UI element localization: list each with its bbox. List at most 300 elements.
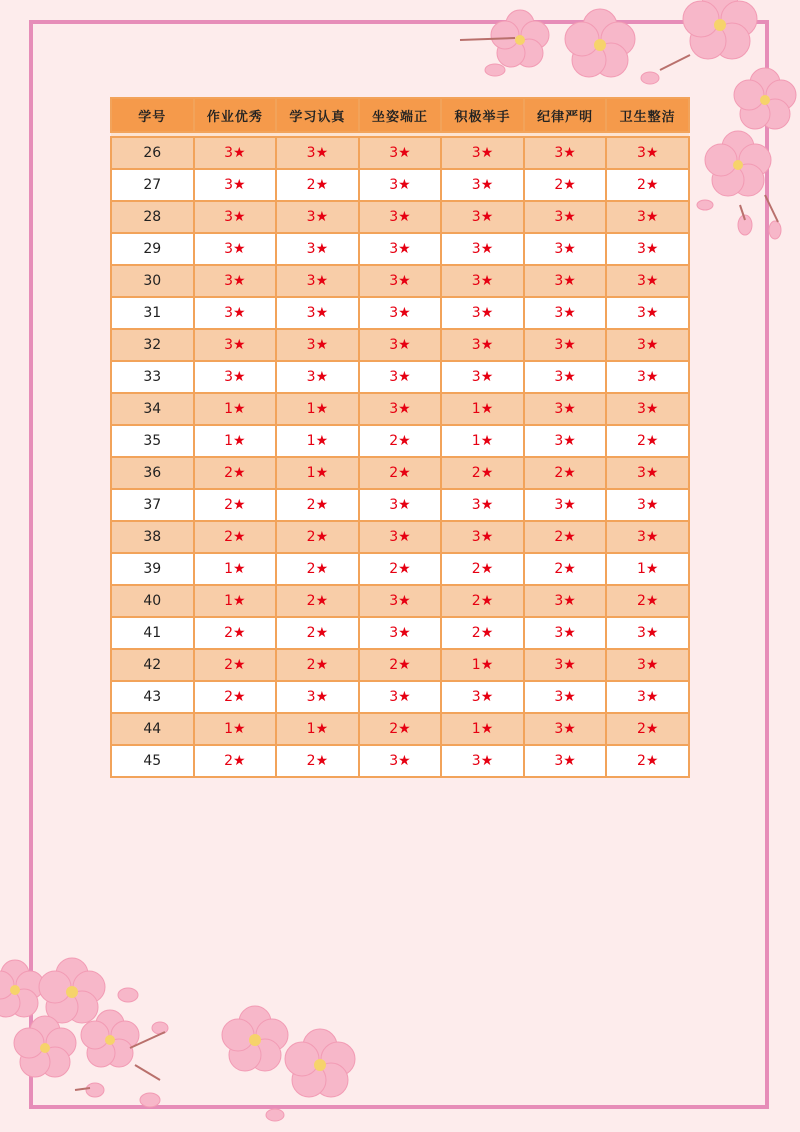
star-icon: ★ — [563, 561, 576, 577]
score-value: 2 — [636, 753, 646, 769]
table-row — [111, 233, 689, 265]
star-icon: ★ — [480, 625, 494, 641]
star-icon: ★ — [480, 529, 494, 545]
star-icon: ★ — [480, 689, 494, 705]
score-value: 3 — [636, 337, 646, 353]
score-value: 2 — [554, 529, 564, 545]
table-row — [111, 713, 689, 745]
star-icon: ★ — [480, 721, 494, 737]
star-icon: ★ — [480, 657, 494, 673]
score-value: 2 — [306, 529, 316, 545]
score-cell — [441, 361, 524, 393]
star-icon: ★ — [398, 401, 411, 417]
score-value: 1 — [224, 401, 234, 417]
score-cell — [359, 649, 442, 681]
star-icon: ★ — [645, 273, 659, 289]
student-id-cell: 44 — [111, 713, 194, 745]
score-cell — [441, 745, 524, 777]
star-icon: ★ — [563, 241, 576, 257]
score-cell — [276, 297, 359, 329]
star-icon: ★ — [398, 145, 411, 161]
score-value: 3 — [224, 209, 234, 225]
star-icon: ★ — [480, 337, 494, 353]
student-id-cell: 38 — [111, 521, 194, 553]
score-cell — [194, 649, 277, 681]
student-id-cell: 26 — [111, 137, 194, 169]
score-value: 3 — [306, 337, 316, 353]
score-value: 2 — [224, 625, 234, 641]
star-icon: ★ — [480, 465, 494, 481]
score-cell — [359, 329, 442, 361]
student-id-cell: 43 — [111, 681, 194, 713]
score-cell — [359, 489, 442, 521]
score-value: 2 — [471, 593, 481, 609]
score-cell — [524, 713, 607, 745]
score-cell — [441, 201, 524, 233]
score-value: 1 — [224, 433, 234, 449]
star-icon: ★ — [563, 721, 576, 737]
table-row — [111, 265, 689, 297]
score-cell — [606, 361, 689, 393]
star-icon: ★ — [315, 721, 329, 737]
score-cell — [194, 585, 277, 617]
score-value: 3 — [306, 369, 316, 385]
score-value: 2 — [389, 657, 399, 673]
score-value: 3 — [554, 241, 564, 257]
student-id-cell: 33 — [111, 361, 194, 393]
score-cell — [606, 713, 689, 745]
star-icon: ★ — [645, 593, 659, 609]
star-icon: ★ — [563, 337, 576, 353]
score-value: 2 — [306, 625, 316, 641]
score-value: 2 — [224, 657, 234, 673]
table-row — [111, 585, 689, 617]
score-cell — [606, 553, 689, 585]
score-value: 1 — [224, 561, 234, 577]
star-icon: ★ — [645, 433, 659, 449]
score-value: 3 — [554, 433, 564, 449]
score-cell — [276, 457, 359, 489]
score-value: 2 — [389, 721, 399, 737]
score-cell — [276, 745, 359, 777]
star-icon: ★ — [563, 497, 576, 513]
score-value: 1 — [471, 401, 481, 417]
score-cell — [524, 649, 607, 681]
table-row — [111, 521, 689, 553]
score-cell — [276, 361, 359, 393]
star-icon: ★ — [315, 401, 329, 417]
star-icon: ★ — [398, 497, 411, 513]
score-cell — [359, 585, 442, 617]
star-icon: ★ — [480, 305, 494, 321]
score-value: 3 — [389, 305, 399, 321]
score-cell — [359, 553, 442, 585]
score-value: 2 — [306, 753, 316, 769]
score-cell — [441, 489, 524, 521]
score-value: 3 — [306, 273, 316, 289]
score-cell — [276, 681, 359, 713]
score-value: 2 — [224, 529, 234, 545]
header-study: 学习认真 — [276, 98, 359, 132]
star-icon: ★ — [233, 305, 246, 321]
star-icon: ★ — [645, 497, 659, 513]
score-value: 3 — [306, 305, 316, 321]
score-cell — [194, 553, 277, 585]
student-id-cell: 42 — [111, 649, 194, 681]
star-icon: ★ — [563, 401, 576, 417]
score-cell — [194, 681, 277, 713]
star-icon: ★ — [645, 465, 659, 481]
score-cell — [276, 521, 359, 553]
score-value: 3 — [389, 337, 399, 353]
star-icon: ★ — [233, 401, 246, 417]
score-value: 3 — [636, 241, 646, 257]
score-value: 3 — [471, 241, 481, 257]
score-value: 3 — [389, 401, 399, 417]
star-icon: ★ — [233, 657, 246, 673]
score-cell — [194, 329, 277, 361]
score-cell — [359, 457, 442, 489]
star-icon: ★ — [233, 369, 246, 385]
star-icon: ★ — [398, 369, 411, 385]
score-value: 3 — [389, 273, 399, 289]
star-icon: ★ — [480, 145, 494, 161]
score-cell — [606, 521, 689, 553]
student-id-cell: 45 — [111, 745, 194, 777]
score-value: 2 — [636, 721, 646, 737]
score-value: 3 — [224, 177, 234, 193]
score-cell — [441, 457, 524, 489]
score-cell — [276, 393, 359, 425]
score-cell — [359, 681, 442, 713]
score-value: 3 — [554, 369, 564, 385]
score-cell — [359, 361, 442, 393]
star-icon: ★ — [315, 433, 329, 449]
score-value: 1 — [306, 433, 316, 449]
score-value: 1 — [306, 721, 316, 737]
table-row — [111, 617, 689, 649]
score-value: 3 — [306, 689, 316, 705]
star-icon: ★ — [480, 369, 494, 385]
score-value: 3 — [636, 273, 646, 289]
star-icon: ★ — [645, 241, 659, 257]
star-icon: ★ — [315, 497, 329, 513]
star-icon: ★ — [315, 593, 329, 609]
star-icon: ★ — [315, 689, 329, 705]
score-value: 3 — [389, 145, 399, 161]
table-row — [111, 489, 689, 521]
score-cell — [524, 297, 607, 329]
score-value: 2 — [554, 561, 564, 577]
score-cell — [524, 585, 607, 617]
table-row — [111, 457, 689, 489]
score-cell — [524, 553, 607, 585]
star-icon: ★ — [563, 177, 576, 193]
score-value: 3 — [471, 369, 481, 385]
score-value: 1 — [306, 465, 316, 481]
score-value: 3 — [554, 305, 564, 321]
score-cell — [194, 393, 277, 425]
score-value: 3 — [636, 529, 646, 545]
score-cell — [606, 233, 689, 265]
score-value: 3 — [389, 625, 399, 641]
score-value: 3 — [471, 753, 481, 769]
score-cell — [276, 617, 359, 649]
score-value: 3 — [554, 145, 564, 161]
student-id-cell: 36 — [111, 457, 194, 489]
star-icon: ★ — [233, 145, 246, 161]
star-icon: ★ — [645, 401, 659, 417]
score-cell — [276, 585, 359, 617]
star-icon: ★ — [645, 689, 659, 705]
score-cell — [359, 713, 442, 745]
star-icon: ★ — [398, 273, 411, 289]
star-icon: ★ — [315, 625, 329, 641]
score-table-container — [110, 97, 690, 778]
score-cell — [441, 425, 524, 457]
score-value: 3 — [554, 401, 564, 417]
score-cell — [524, 361, 607, 393]
star-icon: ★ — [645, 721, 659, 737]
star-icon: ★ — [398, 753, 411, 769]
score-value: 2 — [224, 689, 234, 705]
student-id-cell: 29 — [111, 233, 194, 265]
score-value: 2 — [554, 177, 564, 193]
score-value: 3 — [389, 241, 399, 257]
star-icon: ★ — [645, 753, 659, 769]
star-icon: ★ — [398, 209, 411, 225]
score-value: 3 — [389, 529, 399, 545]
star-icon: ★ — [398, 433, 411, 449]
score-value: 3 — [389, 689, 399, 705]
score-value: 3 — [636, 369, 646, 385]
score-cell — [441, 265, 524, 297]
star-icon: ★ — [563, 465, 576, 481]
star-icon: ★ — [480, 433, 494, 449]
score-value: 3 — [306, 241, 316, 257]
score-cell — [606, 169, 689, 201]
star-icon: ★ — [563, 305, 576, 321]
star-icon: ★ — [563, 369, 576, 385]
score-cell — [441, 585, 524, 617]
score-cell — [194, 425, 277, 457]
score-value: 2 — [306, 657, 316, 673]
star-icon: ★ — [480, 561, 494, 577]
score-cell — [524, 201, 607, 233]
star-icon: ★ — [480, 273, 494, 289]
score-value: 2 — [389, 561, 399, 577]
table-row — [111, 329, 689, 361]
star-icon: ★ — [480, 497, 494, 513]
score-value: 1 — [224, 721, 234, 737]
table-body — [111, 132, 689, 777]
score-cell — [524, 745, 607, 777]
score-value: 2 — [636, 593, 646, 609]
star-icon: ★ — [315, 561, 329, 577]
table-row — [111, 649, 689, 681]
star-icon: ★ — [398, 337, 411, 353]
score-value: 3 — [389, 177, 399, 193]
star-icon: ★ — [645, 529, 659, 545]
score-cell — [606, 393, 689, 425]
score-value: 2 — [306, 177, 316, 193]
score-value: 3 — [554, 625, 564, 641]
score-value: 3 — [636, 305, 646, 321]
star-icon: ★ — [563, 273, 576, 289]
star-icon: ★ — [233, 593, 246, 609]
score-cell — [359, 201, 442, 233]
score-value: 3 — [636, 689, 646, 705]
star-icon: ★ — [315, 145, 329, 161]
star-icon: ★ — [480, 593, 494, 609]
score-cell — [359, 745, 442, 777]
table-row — [111, 681, 689, 713]
table-row — [111, 393, 689, 425]
star-icon: ★ — [645, 145, 659, 161]
score-cell — [359, 265, 442, 297]
score-value: 2 — [306, 497, 316, 513]
star-icon: ★ — [645, 209, 659, 225]
star-icon: ★ — [233, 561, 246, 577]
score-value: 3 — [636, 465, 646, 481]
table-row — [111, 201, 689, 233]
score-value: 2 — [636, 433, 646, 449]
score-cell — [524, 393, 607, 425]
score-value: 3 — [224, 369, 234, 385]
star-icon: ★ — [563, 593, 576, 609]
score-value: 1 — [471, 657, 481, 673]
score-cell — [359, 393, 442, 425]
header-homework: 作业优秀 — [194, 98, 277, 132]
score-value: 2 — [224, 465, 234, 481]
score-value: 3 — [554, 593, 564, 609]
score-value: 3 — [224, 241, 234, 257]
table-row — [111, 425, 689, 457]
score-value: 3 — [224, 273, 234, 289]
score-cell — [359, 297, 442, 329]
score-cell — [194, 233, 277, 265]
star-icon: ★ — [480, 209, 494, 225]
score-cell — [524, 137, 607, 169]
star-icon: ★ — [563, 753, 576, 769]
table-row — [111, 169, 689, 201]
score-value: 3 — [636, 209, 646, 225]
header-posture: 坐姿端正 — [359, 98, 442, 132]
score-cell — [276, 233, 359, 265]
star-icon: ★ — [480, 401, 494, 417]
score-cell — [524, 233, 607, 265]
score-cell — [606, 745, 689, 777]
score-cell — [606, 425, 689, 457]
star-icon: ★ — [645, 625, 659, 641]
score-cell — [276, 489, 359, 521]
student-id-cell: 37 — [111, 489, 194, 521]
score-cell — [441, 681, 524, 713]
score-value: 2 — [224, 753, 234, 769]
score-cell — [276, 713, 359, 745]
table-row — [111, 137, 689, 169]
student-id-cell: 28 — [111, 201, 194, 233]
student-id-cell: 30 — [111, 265, 194, 297]
score-value: 3 — [471, 145, 481, 161]
score-cell — [524, 681, 607, 713]
star-icon: ★ — [398, 689, 411, 705]
student-id-cell: 40 — [111, 585, 194, 617]
star-icon: ★ — [645, 561, 659, 577]
star-icon: ★ — [398, 657, 411, 673]
score-value: 3 — [471, 177, 481, 193]
score-cell — [194, 265, 277, 297]
star-icon: ★ — [645, 177, 659, 193]
score-cell — [441, 329, 524, 361]
star-icon: ★ — [563, 657, 576, 673]
score-cell — [276, 169, 359, 201]
score-value: 1 — [306, 401, 316, 417]
score-cell — [524, 521, 607, 553]
score-cell — [194, 457, 277, 489]
score-value: 3 — [471, 497, 481, 513]
score-value: 3 — [554, 689, 564, 705]
student-id-cell: 31 — [111, 297, 194, 329]
score-value: 3 — [636, 497, 646, 513]
header-student-id: 学号 — [111, 98, 194, 132]
star-icon: ★ — [233, 625, 246, 641]
score-cell — [441, 297, 524, 329]
star-icon: ★ — [315, 465, 329, 481]
score-cell — [276, 329, 359, 361]
score-cell — [441, 617, 524, 649]
star-icon: ★ — [233, 465, 246, 481]
score-cell — [606, 297, 689, 329]
score-cell — [524, 169, 607, 201]
score-value: 3 — [636, 657, 646, 673]
score-value: 3 — [389, 753, 399, 769]
score-value: 3 — [389, 593, 399, 609]
table-row — [111, 745, 689, 777]
star-icon: ★ — [233, 689, 246, 705]
star-icon: ★ — [315, 273, 329, 289]
score-cell — [606, 489, 689, 521]
score-value: 3 — [389, 369, 399, 385]
score-cell — [194, 361, 277, 393]
star-icon: ★ — [233, 337, 246, 353]
score-cell — [524, 265, 607, 297]
score-cell — [276, 265, 359, 297]
score-value: 3 — [554, 721, 564, 737]
score-value: 3 — [636, 625, 646, 641]
score-cell — [441, 649, 524, 681]
score-value: 3 — [636, 401, 646, 417]
score-value: 3 — [306, 145, 316, 161]
star-icon: ★ — [315, 657, 329, 673]
score-cell — [441, 713, 524, 745]
star-icon: ★ — [398, 561, 411, 577]
star-icon: ★ — [233, 753, 246, 769]
score-cell — [606, 265, 689, 297]
score-cell — [606, 649, 689, 681]
star-icon: ★ — [315, 209, 329, 225]
star-icon: ★ — [315, 753, 329, 769]
star-icon: ★ — [233, 497, 246, 513]
score-cell — [606, 457, 689, 489]
table-row — [111, 553, 689, 585]
score-cell — [194, 297, 277, 329]
star-icon: ★ — [398, 593, 411, 609]
star-icon: ★ — [315, 305, 329, 321]
star-icon: ★ — [398, 721, 411, 737]
star-icon: ★ — [315, 241, 329, 257]
score-value: 2 — [306, 593, 316, 609]
